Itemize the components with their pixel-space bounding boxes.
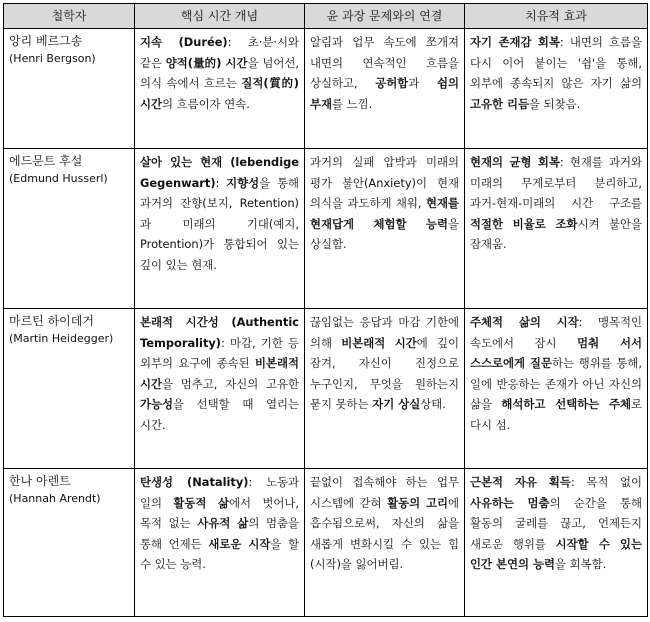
header-philosopher: 철학자 bbox=[4, 4, 135, 29]
body-text: 하는 행위를 통해, 일에 반응하는 존재가 아닌 자신의 삶을 bbox=[470, 356, 642, 411]
emphasis-text: 자기 상실 bbox=[372, 397, 421, 411]
emphasis-text: 비본래적 시간 bbox=[140, 356, 299, 391]
concept-cell bbox=[135, 149, 305, 309]
body-text: : 마감, 기한 등 외부의 요구에 종속된 bbox=[140, 335, 299, 370]
body-text: 시켜 불안을 잠재움. bbox=[470, 216, 642, 251]
body-text: : 목적 없이 bbox=[570, 475, 642, 489]
emphasis-text: 주체적 삶의 시작 bbox=[470, 315, 579, 329]
body-text: 을 할 수 있는 능력. bbox=[140, 536, 299, 571]
body-text: 과 bbox=[408, 76, 437, 90]
connection-cell bbox=[305, 149, 465, 309]
body-text: : 맹목적인 속도에서 잠시 bbox=[470, 315, 642, 350]
philosopher-cell bbox=[4, 469, 135, 617]
body-text: 을 멈추고, 자신의 고유한 bbox=[162, 376, 299, 391]
connection-cell bbox=[305, 309, 465, 469]
philosopher-name-en: (Edmund Husserl) bbox=[9, 172, 108, 185]
header-connection: 윤 과장 문제와의 연결 bbox=[305, 4, 465, 29]
body-text: 끝없이 접속해야 하는 업무 시스템에 갇혀 bbox=[310, 475, 459, 510]
emphasis-text: 질적(質的) 시간 bbox=[140, 76, 299, 111]
body-text: : 초·분·시와 같은 bbox=[140, 35, 299, 70]
philosopher-name: 마르틴 하이데거 bbox=[9, 314, 94, 328]
philosopher-cell bbox=[4, 149, 135, 309]
body-text: 을 되찾음. bbox=[528, 96, 581, 111]
body-text: 로 다시 섬. bbox=[470, 397, 642, 432]
emphasis-text: 현재의 균형 회복 bbox=[470, 155, 560, 169]
connection-cell bbox=[305, 29, 465, 149]
body-text: 의 멈춤을 통해 언제든 bbox=[140, 516, 299, 551]
philosopher-cell bbox=[4, 29, 135, 149]
emphasis-text: 현재를 현재답게 체험할 능력 bbox=[310, 196, 459, 231]
body-text: 을 회복함. bbox=[554, 557, 607, 571]
header-row bbox=[4, 4, 648, 29]
philosopher-name-en: (Martin Heidegger) bbox=[9, 332, 114, 345]
table-row bbox=[4, 29, 648, 149]
body-text: 알림과 업무 속도에 쪼개져 내면의 연속적인 흐름을 상실하고, bbox=[310, 35, 459, 90]
body-text: 의 순간을 통해 활동의 굴레를 끊고, 언제든지 새로운 행위를 bbox=[470, 495, 642, 551]
header-effect: 치유적 효과 bbox=[465, 4, 648, 29]
effect-cell bbox=[465, 309, 648, 469]
body-text: : bbox=[215, 175, 227, 190]
emphasis-text: 사유하는 멈춤 bbox=[470, 495, 550, 510]
philosophy-table bbox=[3, 3, 648, 617]
emphasis-text: 지향성 bbox=[226, 175, 260, 190]
body-text: 상태. bbox=[420, 397, 446, 411]
philosopher-name: 한나 아렌트 bbox=[9, 474, 71, 488]
body-text: : 노동과 일의 bbox=[140, 475, 300, 510]
emphasis-text: 근본적 자유 획득 bbox=[470, 475, 571, 489]
emphasis-text: 가능성 bbox=[140, 397, 174, 411]
connection-cell bbox=[305, 469, 465, 617]
effect-cell bbox=[465, 29, 648, 149]
body-text: 에 깊이 잠겨, 자신이 진정으로 누구인지, 무엇을 원하는지 묻지 못하는 bbox=[310, 335, 459, 411]
emphasis-text: 고유한 리듬 bbox=[470, 96, 529, 111]
body-text: : 현재를 과거와 미래의 무게로부터 분리하고, 과거-현재-미래의 시간 구조를 bbox=[470, 155, 642, 210]
emphasis-text: 비본래적 시간 bbox=[341, 335, 417, 350]
table-row bbox=[4, 309, 648, 469]
emphasis-text: 지속 (Durée) bbox=[140, 35, 228, 49]
emphasis-text: 해석하고 선택하는 주체 bbox=[501, 397, 631, 411]
emphasis-text: 사유적 삶 bbox=[197, 516, 249, 530]
body-text: 끊임없는 응답과 마감 기한에 의해 bbox=[310, 315, 459, 350]
emphasis-text: 탄생성 (Natality) bbox=[140, 475, 249, 489]
concept-cell bbox=[135, 29, 305, 149]
emphasis-text: 활동적 삶 bbox=[173, 495, 230, 510]
body-text: : 내면의 흐름을 다시 이어 붙이는 '쉼'을 통해, 외부에 종속되지 않은 자기 삶의 bbox=[470, 35, 642, 90]
emphasis-text: 적절한 비율로 조화 bbox=[470, 216, 578, 231]
emphasis-text: 살아 있는 현재 (lebendige Gegenwart) bbox=[140, 155, 299, 190]
header-concept: 핵심 시간 개념 bbox=[135, 4, 305, 29]
table-row bbox=[4, 469, 648, 617]
body-text: 을 선택할 때 열리는 시간. bbox=[140, 397, 299, 432]
emphasis-text: 양적(量的) 시간 bbox=[165, 55, 248, 70]
body-text: 을 상실함. bbox=[310, 216, 459, 251]
effect-cell bbox=[465, 149, 648, 309]
concept-cell bbox=[135, 309, 305, 469]
philosopher-name: 앙리 베르그송 bbox=[9, 34, 83, 48]
body-text: 에 흡수됨으로써, 자신의 삶을 새롭게 변화시킬 수 있는 힘(시작)을 잃어버림. bbox=[310, 495, 460, 571]
emphasis-text: 멈춰 서서 스스로에게 질문 bbox=[470, 335, 643, 370]
effect-cell bbox=[465, 469, 648, 617]
body-text: 과거의 실패 압박과 미래의 평가 불안(Anxiety)이 현재 의식을 과도하게 채워, bbox=[310, 155, 459, 210]
philosopher-name: 에드문트 후설 bbox=[9, 154, 83, 168]
body-text: 의 흐름이자 연속. bbox=[162, 96, 250, 111]
philosopher-name-en: (Hannah Arendt) bbox=[9, 492, 101, 505]
emphasis-text: 공허함 bbox=[375, 76, 409, 90]
body-text: 에서 벗어나, 목적 없는 bbox=[140, 495, 299, 530]
emphasis-text: 새로운 시작 bbox=[208, 536, 271, 551]
body-text: 을 통해 과거의 잔향(보지, Retention)과 미래의 기대(예지, Protention)가 통합되어 있는 깊이 있는 현재. bbox=[140, 175, 299, 272]
philosopher-cell bbox=[4, 309, 135, 469]
emphasis-text: 활동의 고리 bbox=[387, 495, 448, 510]
body-text: 를 느낌. bbox=[332, 96, 373, 111]
emphasis-text: 쉼의 부재 bbox=[310, 76, 459, 111]
philosopher-name-en: (Henri Bergson) bbox=[9, 52, 96, 65]
emphasis-text: 본래적 시간성 (Authentic Temporality) bbox=[140, 315, 299, 350]
body-text: 을 넘어선, 의식 속에서 흐르는 bbox=[140, 55, 299, 90]
concept-cell bbox=[135, 469, 305, 617]
table-row bbox=[4, 149, 648, 309]
emphasis-text: 자기 존재감 회복 bbox=[470, 35, 560, 49]
emphasis-text: 시작할 수 있는 인간 본연의 능력 bbox=[470, 536, 642, 571]
